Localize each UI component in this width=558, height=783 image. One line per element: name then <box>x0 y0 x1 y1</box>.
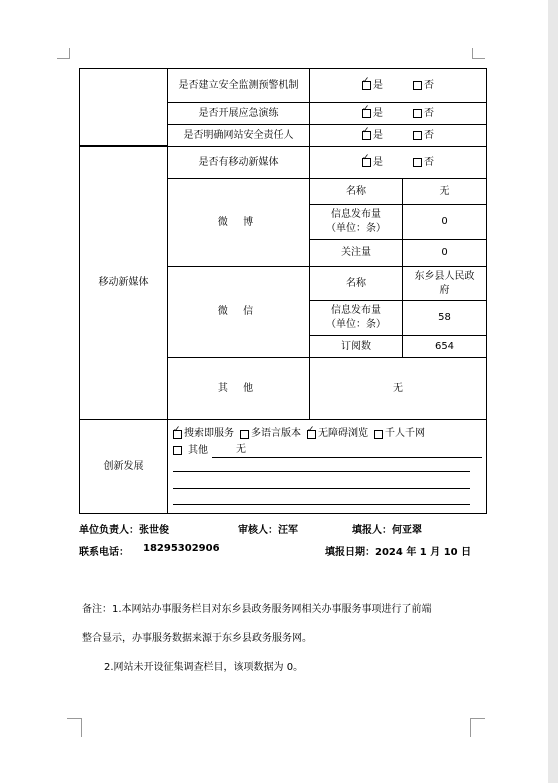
filler: 填报人：何亚翠 <box>352 525 422 536</box>
crop-mark-bottom-right <box>470 718 485 737</box>
option-label: 否 <box>424 156 434 168</box>
weixin-publish-value <box>402 300 487 336</box>
weibo-publish-value <box>402 204 487 240</box>
option-label: 搜索即服务 <box>184 428 234 439</box>
row-label-drill <box>167 102 310 125</box>
section-label-text: 移动新媒体 <box>98 277 149 288</box>
weibo-publish-label <box>309 204 403 240</box>
phone-number: 18295302906 <box>143 543 220 554</box>
row-label-text: 是否建立安全监测预警机制 <box>178 79 299 91</box>
row-value-monitoring <box>309 68 487 103</box>
section-label-innovation <box>79 419 168 514</box>
label-text: 信息发布量（单位：条） <box>326 209 386 234</box>
weibo-name-value <box>402 178 487 205</box>
weixin-name-label <box>309 266 403 301</box>
weibo-name-label <box>309 178 403 205</box>
blank-line <box>173 488 470 489</box>
checkbox-empty-icon <box>413 109 422 118</box>
option-yes[interactable] <box>362 129 383 143</box>
label-text: 信息发布量（单位：条） <box>326 305 386 330</box>
crop-mark-top-right <box>472 48 485 59</box>
value-text: 0 <box>441 247 448 258</box>
checkbox-empty-icon[interactable] <box>173 446 182 455</box>
weibo-label-text: 微 博 <box>217 216 260 228</box>
option-yes[interactable] <box>362 156 383 170</box>
option-no[interactable] <box>413 79 434 93</box>
option-no[interactable] <box>413 107 434 121</box>
checkbox-empty-icon <box>413 131 422 140</box>
weixin-label <box>167 266 310 358</box>
reviewer: 审核人：汪军 <box>238 525 298 536</box>
label-text: 关注量 <box>341 247 371 258</box>
innovation-content <box>167 419 487 514</box>
option-personalized[interactable] <box>374 427 425 441</box>
other-input-line[interactable] <box>212 443 482 458</box>
value-text: 58 <box>438 312 451 323</box>
label-text: 名称 <box>346 277 366 289</box>
checkbox-checked-icon <box>362 158 371 167</box>
option-label: 否 <box>424 107 434 119</box>
row-value-has-mobile <box>309 146 487 179</box>
row-label-has-mobile <box>167 146 310 179</box>
checkbox-checked-icon <box>362 109 371 118</box>
option-label: 是 <box>373 107 383 119</box>
row-label-responsible <box>167 124 310 147</box>
checkbox-checked-icon <box>362 81 371 90</box>
note-2: 2.网站未开设征集调查栏目，该项数据为 0。 <box>104 662 304 673</box>
option-no[interactable] <box>413 129 434 143</box>
option-label: 千人千网 <box>385 428 425 439</box>
row-label-text: 是否开展应急演练 <box>198 107 279 119</box>
report-table <box>79 68 487 514</box>
value-text: 654 <box>434 340 455 352</box>
checkbox-empty-icon <box>240 430 249 439</box>
option-label: 否 <box>424 129 434 141</box>
option-label: 是 <box>373 79 383 91</box>
checkbox-empty-icon <box>413 158 422 167</box>
note-1-line-1: 备注：1.本网站办事服务栏目对东乡县政务服务网相关办事服务事项进行了前端 <box>82 604 432 615</box>
weixin-publish-label <box>309 300 403 336</box>
section-label-mobile <box>79 146 168 420</box>
scrollbar[interactable] <box>548 0 558 783</box>
option-label: 多语言版本 <box>251 428 301 439</box>
weixin-subscribe-value <box>402 335 487 358</box>
checkbox-empty-icon <box>374 430 383 439</box>
row-value-responsible <box>309 124 487 147</box>
other-value: 无 <box>236 444 246 455</box>
value-text: 无 <box>393 382 403 394</box>
innovation-other-row <box>173 443 482 458</box>
phone-label: 联系电话： <box>79 547 129 558</box>
option-accessibility[interactable] <box>307 427 368 441</box>
option-label: 是 <box>373 156 383 168</box>
row-label-monitoring <box>167 68 310 103</box>
weibo-label <box>167 178 310 267</box>
option-multilingual[interactable] <box>240 427 301 441</box>
option-label: 无障碍浏览 <box>318 428 368 439</box>
innovation-options <box>173 427 425 441</box>
row-label-text: 是否有移动新媒体 <box>198 156 279 168</box>
checkbox-checked-icon <box>173 430 182 439</box>
weixin-label-text: 微 信 <box>217 306 260 317</box>
weixin-name-value <box>402 266 487 301</box>
row-value-drill <box>309 102 487 125</box>
weibo-follow-value <box>402 239 487 267</box>
crop-mark-top-left <box>57 48 70 59</box>
value-text: 无 <box>439 185 450 197</box>
other-value <box>309 357 487 420</box>
row-label-text: 是否明确网站安全责任人 <box>183 129 294 141</box>
crop-mark-bottom-left <box>67 718 82 737</box>
option-label: 是 <box>373 129 383 141</box>
section-label-text: 创新发展 <box>103 460 144 472</box>
weibo-follow-label <box>309 239 403 267</box>
blank-line <box>173 504 470 505</box>
checkbox-checked-icon <box>362 131 371 140</box>
other-label: 其他 <box>188 444 208 456</box>
checkbox-empty-icon <box>413 81 422 90</box>
section-cell-security <box>79 68 168 146</box>
fill-date: 填报日期：2024 年 1 月 10 日 <box>325 547 472 558</box>
value-text: 0 <box>441 216 448 227</box>
label-text: 名称 <box>346 185 366 197</box>
label-text: 订阅数 <box>341 340 371 352</box>
note-1-line-2: 整合显示，办事服务数据来源于东乡县政务服务网。 <box>82 633 312 644</box>
other-label <box>167 357 310 420</box>
other-label-text: 其 他 <box>217 382 260 394</box>
option-label: 否 <box>424 79 434 91</box>
weixin-subscribe-label <box>309 335 403 358</box>
value-text: 东乡县人民政府 <box>414 270 475 296</box>
option-yes[interactable] <box>362 107 383 121</box>
option-search-service[interactable] <box>173 427 234 441</box>
option-yes[interactable] <box>362 79 383 93</box>
blank-line <box>173 471 470 472</box>
checkbox-checked-icon <box>307 430 316 439</box>
option-no[interactable] <box>413 156 434 170</box>
responsible-person: 单位负责人：张世俊 <box>79 525 169 536</box>
